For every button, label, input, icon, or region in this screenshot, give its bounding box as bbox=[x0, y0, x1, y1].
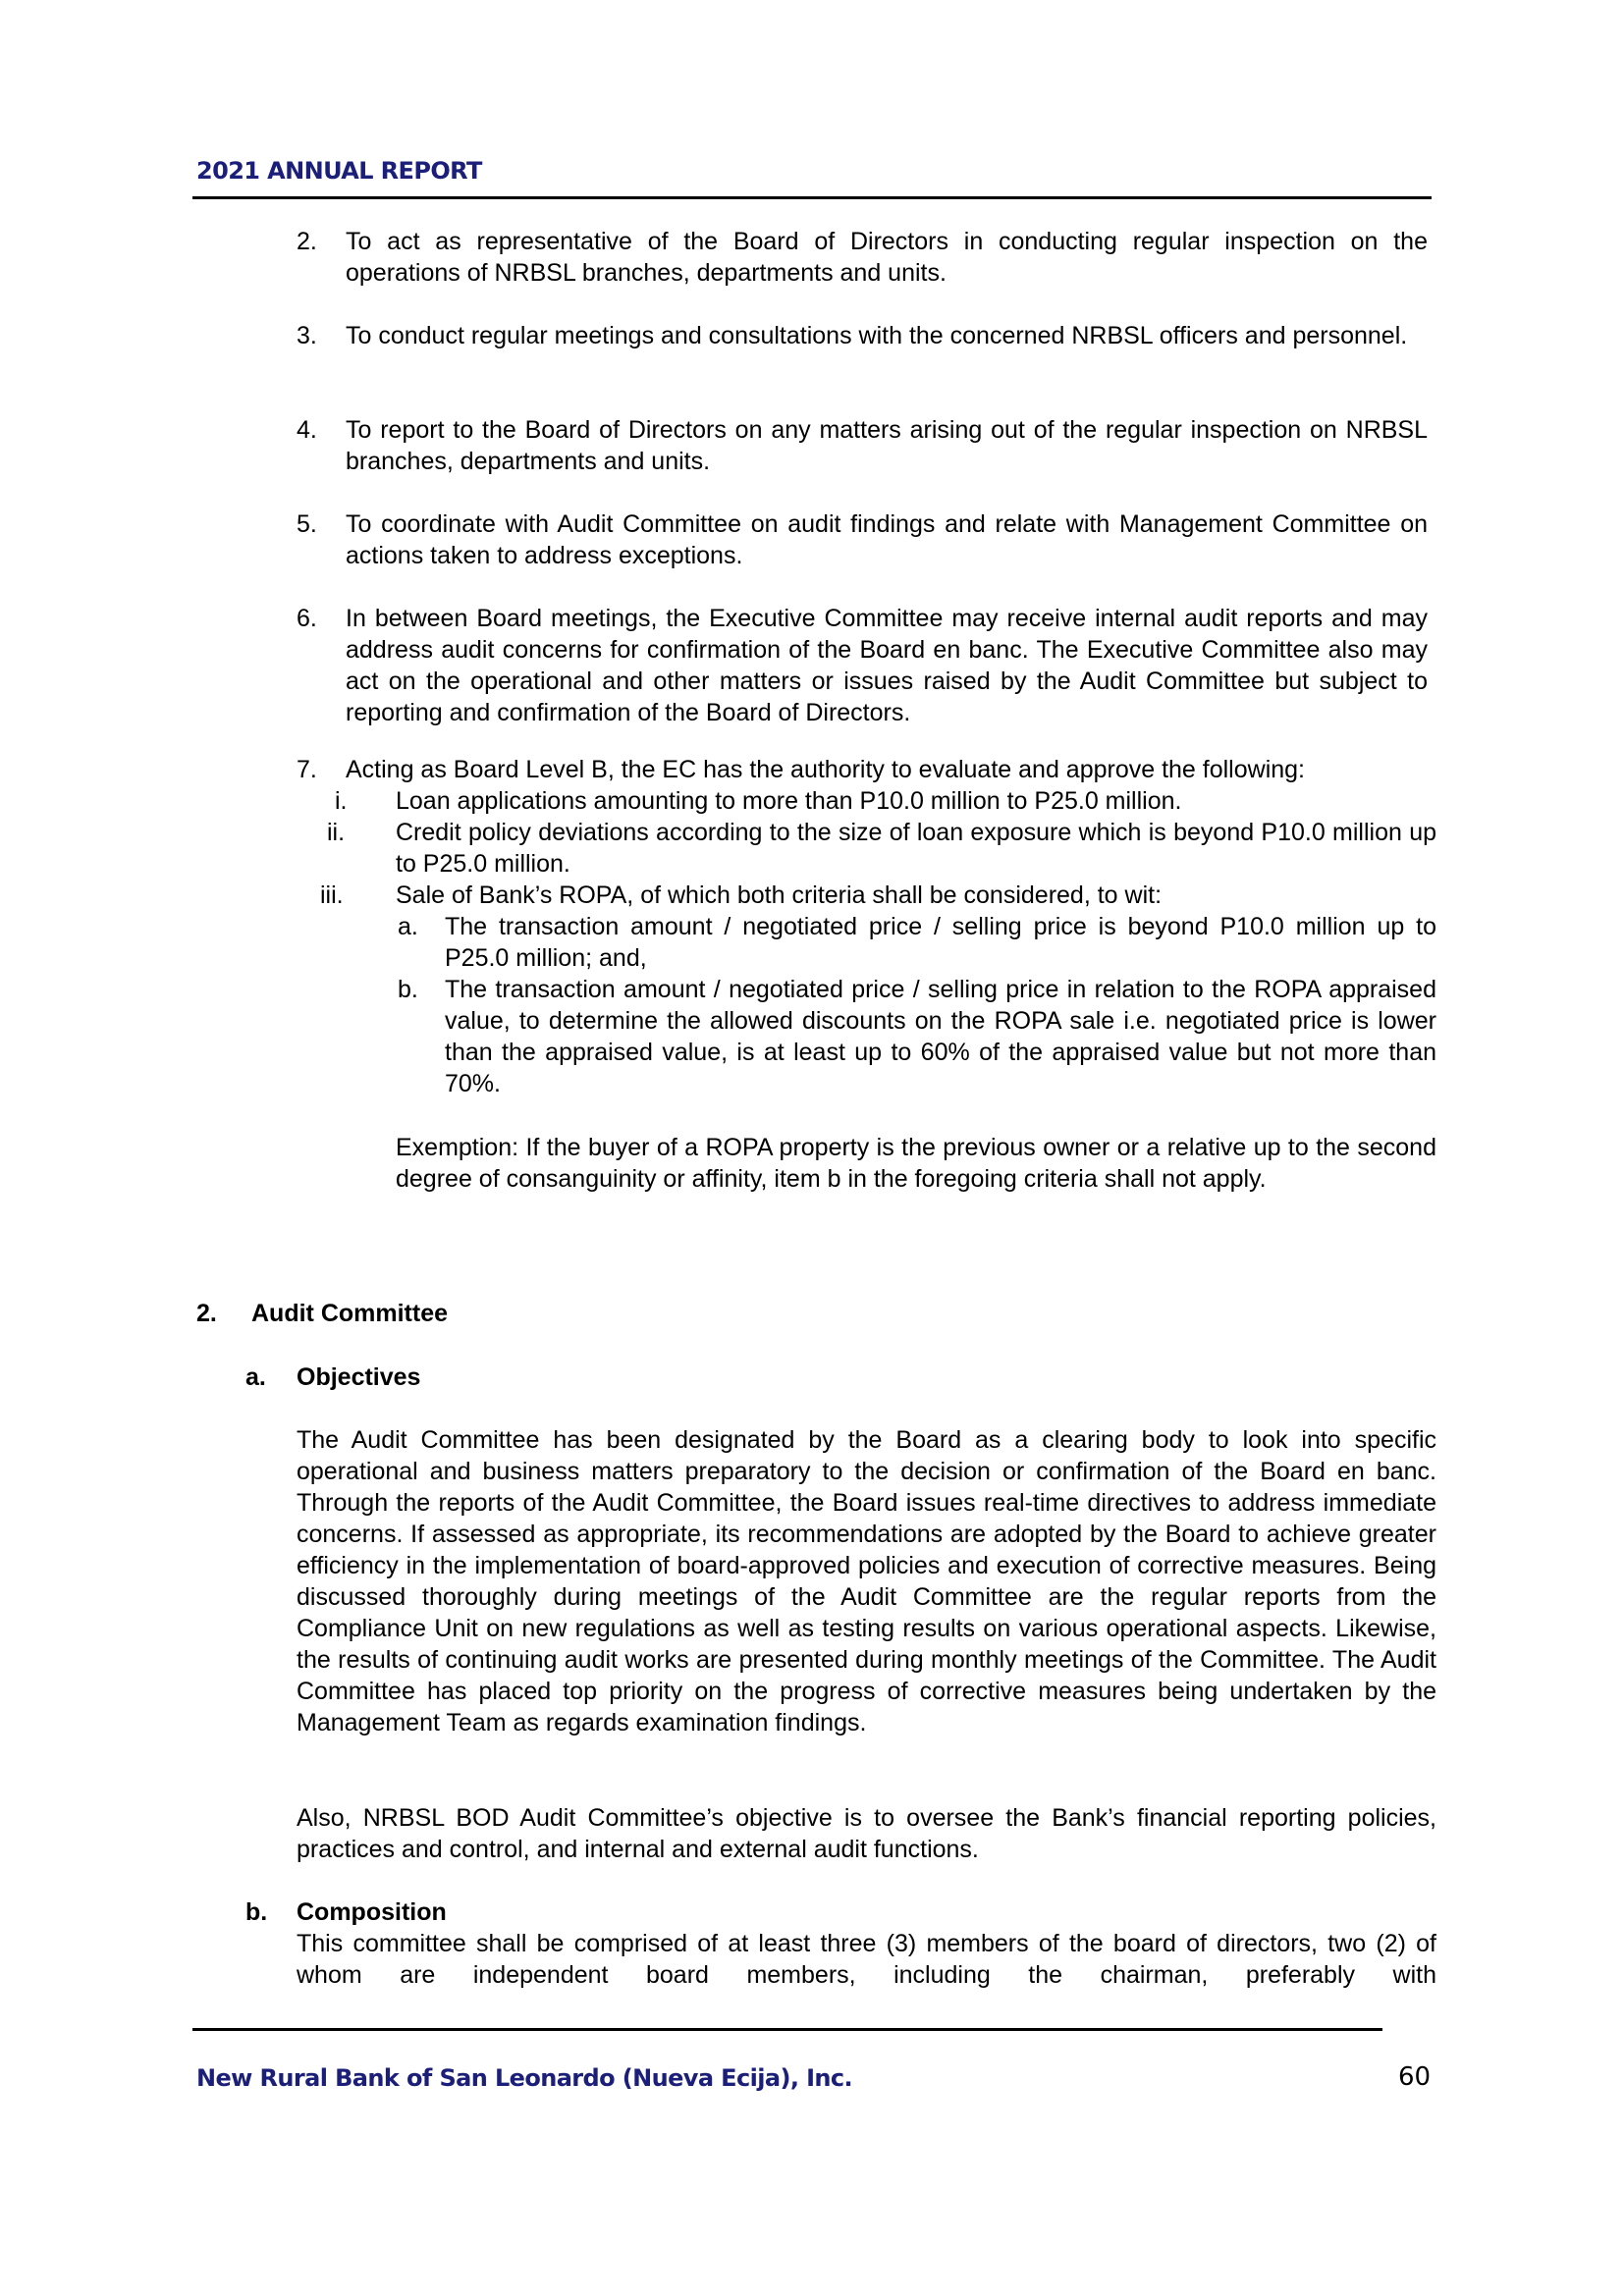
exemption-note: Exemption: If the buyer of a ROPA property is the previous owner or a relative up to the second degree of consanguinity or affinity, item b in the foregoing criteria shall not apply. bbox=[396, 1134, 1436, 1193]
list-item-text: Acting as Board Level B, the EC has the authority to evaluate and approve the following: bbox=[346, 756, 1306, 783]
roman-item-text: Sale of Bank’s ROPA, of which both criteria shall be considered, to wit: bbox=[396, 881, 1163, 909]
subsection-title-composition: Composition bbox=[297, 1898, 447, 1926]
subsection-title-objectives: Objectives bbox=[297, 1363, 421, 1391]
list-item-number: 7. bbox=[297, 756, 317, 783]
footer-bank-name: New Rural Bank of San Leonardo (Nueva Ecija), Inc. bbox=[196, 2064, 853, 2092]
page-number: 60 bbox=[1398, 2062, 1432, 2092]
section-title: Audit Committee bbox=[251, 1300, 448, 1327]
list-item-text: To report to the Board of Directors on any matters arising out of the regular inspection on NRBSL branches, departments and units. bbox=[346, 416, 1428, 475]
list-item-text: To conduct regular meetings and consultations with the concerned NRBSL officers and personnel. bbox=[346, 322, 1408, 349]
roman-item-text: Loan applications amounting to more than P10.0 million to P25.0 million. bbox=[396, 787, 1182, 815]
objectives-paragraph: The Audit Committee has been designated by the Board as a clearing body to look into specific operational and business matters preparatory to the decision or confirmation of the Board en banc. Through the reports of the Audit Committee, the Board issues real-time directives to address immediate concerns. If assessed as appropriate, its recommendations are adopted by the Board to achieve greater efficiency in the implementation of board-approved policies and execution of corrective measures. Being discussed thoroughly during meetings of the Audit Committee are the regular reports from the Compliance Unit on new regulations as well as testing results on various operational aspects. Likewise, the results of continuing audit works are presented during monthly meetings of the Committee. The Audit Committee has placed top priority on the progress of corrective measures being undertaken by the Management Team as regards examination findings. bbox=[297, 1426, 1436, 1736]
criteria-item-text: The transaction amount / negotiated price / selling price is beyond P10.0 million up to P25.0 million; and, bbox=[445, 913, 1436, 972]
subsection-number: a. bbox=[245, 1363, 266, 1391]
list-item-text: In between Board meetings, the Executive Committee may receive internal audit reports and may address audit concerns for confirmation of the Board en banc. The Executive Committee also may act on the operational and other matters or issues raised by the Audit Committee but subject to reporting and confirmation of the Board of Directors. bbox=[346, 605, 1428, 726]
footer-divider bbox=[192, 2028, 1382, 2031]
report-header-title: 2021 ANNUAL REPORT bbox=[196, 157, 482, 185]
roman-item-number: ii. bbox=[327, 819, 346, 846]
roman-item-number: iii. bbox=[320, 881, 344, 909]
header-divider bbox=[192, 196, 1432, 199]
criteria-item-text: The transaction amount / negotiated price / selling price in relation to the ROPA appraised value, to determine the allowed discounts on the ROPA sale i.e. negotiated price is lower than the appraised value, is at least up to 60% of the appraised value but not more than 70%. bbox=[445, 976, 1436, 1097]
objectives-paragraph-2: Also, NRBSL BOD Audit Committee’s objective is to oversee the Bank’s financial reporting policies, practices and control, and internal and external audit functions. bbox=[297, 1804, 1436, 1863]
list-item-number: 3. bbox=[297, 322, 317, 349]
roman-item-number: i. bbox=[335, 787, 348, 815]
list-item-number: 6. bbox=[297, 605, 317, 632]
list-item-text: To coordinate with Audit Committee on audit findings and relate with Management Committee on actions taken to address exceptions. bbox=[346, 510, 1428, 569]
criteria-item-number: a. bbox=[398, 913, 418, 940]
roman-item-text: Credit policy deviations according to the size of loan exposure which is beyond P10.0 million up to P25.0 million. bbox=[396, 819, 1436, 878]
section-number: 2. bbox=[196, 1300, 217, 1327]
subsection-number: b. bbox=[245, 1898, 268, 1926]
list-item-number: 2. bbox=[297, 228, 317, 255]
list-item-number: 4. bbox=[297, 416, 317, 444]
list-item-text: To act as representative of the Board of Directors in conducting regular inspection on the operations of NRBSL branches, departments and units. bbox=[346, 228, 1428, 287]
list-item-number: 5. bbox=[297, 510, 317, 538]
composition-paragraph: This committee shall be comprised of at least three (3) members of the board of directors, two (2) of whom are independent board members, including the chairman, preferably with bbox=[297, 1930, 1436, 1989]
criteria-item-number: b. bbox=[398, 976, 418, 1003]
